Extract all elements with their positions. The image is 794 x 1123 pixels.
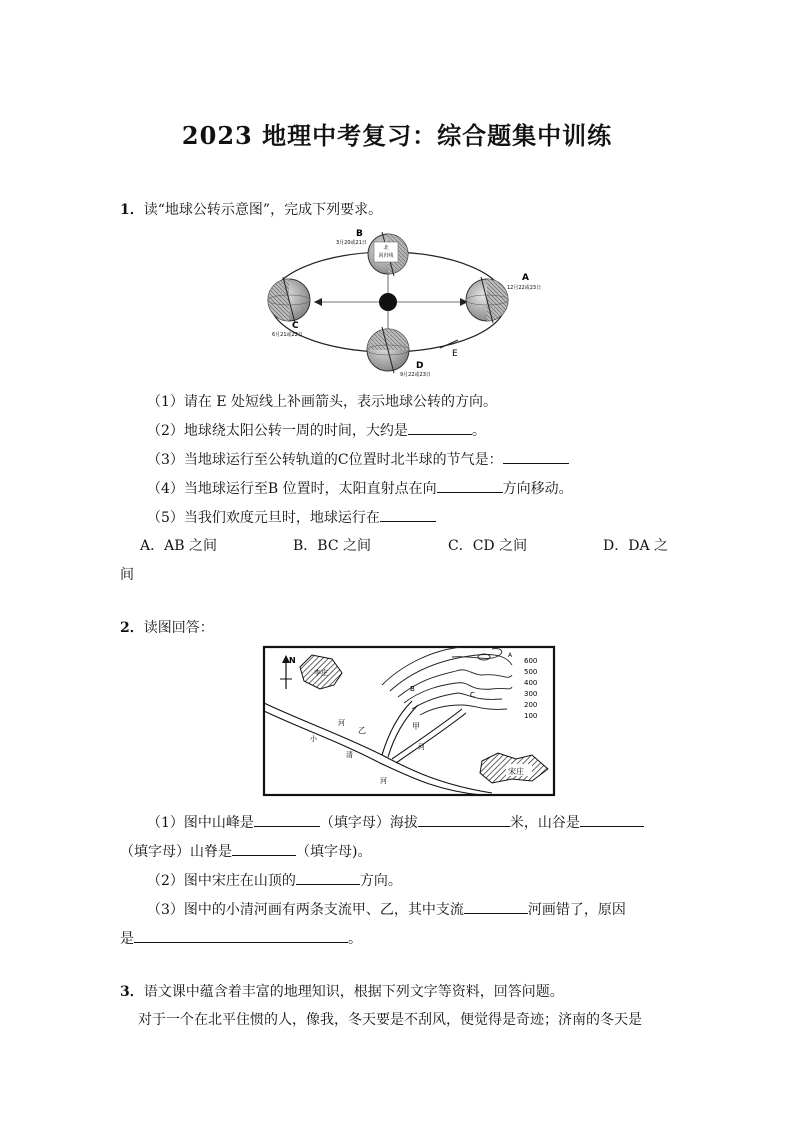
question-number: 1． — [120, 202, 144, 218]
svg-text:500: 500 — [524, 668, 538, 676]
e-short-line — [440, 340, 458, 348]
svg-text:400: 400 — [524, 679, 538, 687]
answer-blank[interactable] — [380, 509, 436, 522]
option-a[interactable]: A．AB 之间 — [140, 538, 217, 554]
answer-blank[interactable] — [296, 872, 360, 885]
svg-text:200: 200 — [524, 701, 538, 709]
question-text: 读图回答： — [143, 620, 214, 636]
earth-revolution-diagram — [262, 226, 552, 382]
option-c[interactable]: C．CD 之间 — [448, 538, 528, 554]
answer-blank[interactable] — [418, 814, 510, 827]
q1-item-2: （2）地球绕太阳公转一周的时间，大约是 。 — [147, 423, 486, 439]
river-he-3: 河 — [380, 777, 387, 785]
earth-d — [367, 327, 409, 373]
svg-text:回归线: 回归线 — [378, 253, 394, 259]
option-b[interactable]: B．BC 之间 — [293, 538, 371, 554]
point-a: A — [508, 652, 513, 659]
svg-text:李庄: 李庄 — [314, 669, 328, 677]
river-qing: 清 — [346, 751, 353, 759]
label-c: C — [292, 321, 299, 331]
question-1-stem — [120, 199, 382, 219]
answer-blank[interactable] — [437, 480, 503, 493]
label-b: B — [356, 229, 363, 239]
answer-blank[interactable] — [134, 930, 348, 943]
river-yi: 乙 — [358, 726, 366, 735]
river-he-2: 河 — [418, 743, 425, 751]
svg-text:100: 100 — [524, 712, 538, 720]
contour-map — [262, 645, 558, 798]
q2-item-2: （2）图中宋庄在山顶的 方向。 — [147, 873, 402, 889]
q1-item-4: （4）当地球运行至B 位置时，太阳直射点在向 方向移动。 — [147, 481, 573, 497]
label-a-date: 12月22或23日 — [507, 285, 542, 291]
svg-text:北: 北 — [383, 245, 389, 251]
river-jia: 甲 — [412, 722, 420, 731]
option-d[interactable]: D．DA 之 — [603, 538, 669, 554]
river-xiao: 小 — [310, 735, 317, 743]
q1-item-1: （1）请在 E 处短线上补画箭头，表示地球公转的方向。 — [147, 394, 498, 410]
svg-text:宋庄: 宋庄 — [508, 767, 524, 776]
answer-blank[interactable] — [464, 901, 528, 914]
answer-blank[interactable] — [254, 814, 320, 827]
svg-text:300: 300 — [524, 690, 538, 698]
point-b: B — [410, 685, 415, 693]
svg-text:600: 600 — [524, 657, 538, 665]
q3-paragraph: 对于一个在北平住惯的人，像我，冬天要是不刮风，便觉得是奇迹；济南的冬天是 — [138, 1012, 642, 1028]
option-d-wrap: 间 — [120, 567, 134, 583]
label-b-date: 3月20或21日 — [336, 240, 367, 246]
question-number: 2． — [120, 620, 144, 636]
question-2-stem — [120, 617, 214, 637]
answer-blank[interactable] — [232, 843, 296, 856]
river-he-1: 河 — [338, 719, 345, 727]
answer-blank[interactable] — [580, 814, 644, 827]
q2-item-1: （1）图中山峰是 （填字母）海拔 米，山谷是 — [147, 812, 644, 832]
question-number: 3． — [120, 984, 144, 1000]
earth-b — [368, 232, 408, 276]
point-c: C — [470, 691, 475, 699]
page-title: 2023 地理中考复习：综合题集中训练 — [181, 121, 613, 150]
label-c-date: 6月21或22日 — [272, 332, 303, 338]
question-text: 读“地球公转示意图”，完成下列要求。 — [143, 202, 383, 218]
q1-item-5: （5）当我们欢度元旦时，地球运行在 — [147, 507, 436, 527]
answer-blank[interactable] — [503, 451, 569, 464]
q2-item-3-cont: 是 。 — [120, 931, 362, 947]
q1-item-3: （3）当地球运行至公转轨道的C位置时北半球的节气是： — [147, 449, 569, 469]
label-a: A — [522, 273, 529, 283]
label-e: E — [452, 349, 458, 359]
question-3-stem — [120, 981, 564, 1001]
label-d: D — [416, 361, 424, 371]
q2-item-3: （3）图中的小清河画有两条支流甲、乙，其中支流 河画错了，原因 — [147, 902, 626, 918]
answer-blank[interactable] — [408, 422, 472, 435]
sun — [379, 293, 397, 311]
q2-item-1-cont: （填字母）山脊是 （填字母)。 — [120, 844, 372, 860]
north-label: N — [289, 656, 296, 665]
label-d-date: 9月22或23日 — [400, 372, 431, 378]
question-text: 语文课中蕴含着丰富的地理知识，根据下列文字等资料，回答问题。 — [143, 984, 564, 1000]
